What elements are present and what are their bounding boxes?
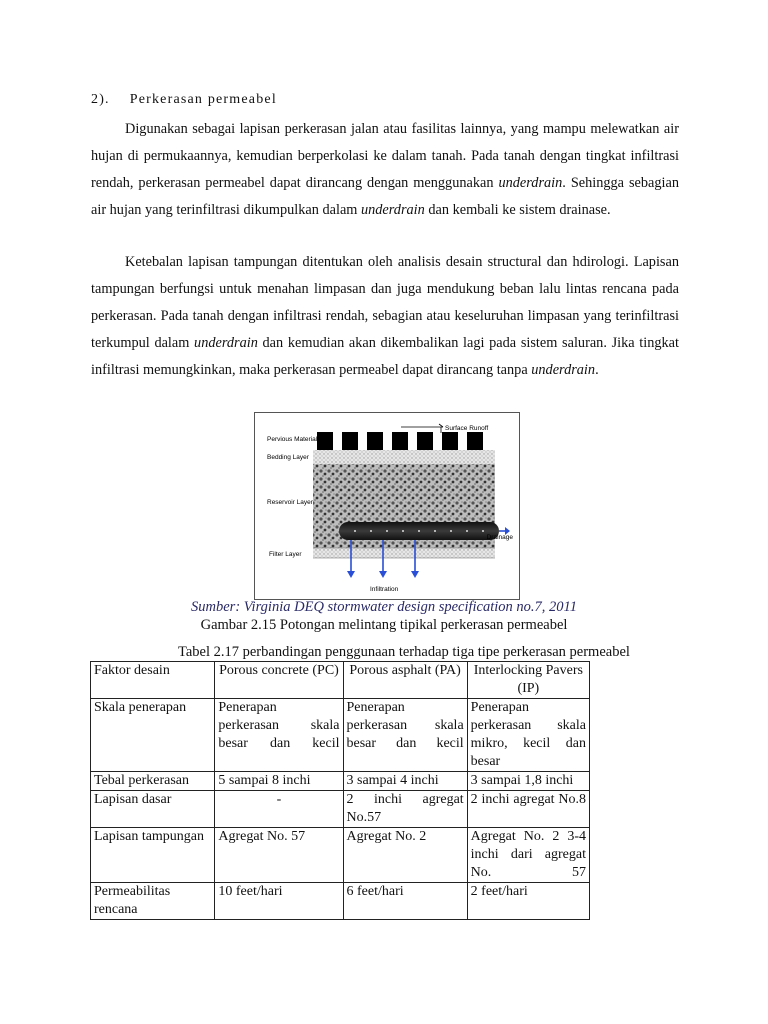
table-cell: Agregat No. 2 — [343, 828, 467, 883]
comparison-table — [90, 661, 590, 920]
table-cell: Lapisan dasar — [91, 791, 215, 828]
figure-caption: Gambar 2.15 Potongan melintang tipikal perkerasan permeabel — [200, 617, 568, 633]
table-cell: 2 inchi agregat No.8 — [467, 791, 589, 828]
cross-section-diagram — [255, 413, 519, 599]
paragraph-1-text-c: dan kembali ke sistem drainase. — [424, 202, 611, 218]
bedding-layer — [313, 450, 495, 464]
pervious-blocks — [317, 432, 483, 450]
paragraph-2-underdrain-a: underdrain — [194, 335, 258, 351]
table-cell: 3 sampai 1,8 inchi — [467, 772, 589, 791]
table-cell: Agregat No. 2 3-4 inchi dari agregat No. 57 — [467, 828, 589, 883]
table-cell: 3 sampai 4 inchi — [343, 772, 467, 791]
table-row — [91, 772, 590, 791]
paragraph-1 — [91, 116, 679, 224]
table-cell: - — [215, 791, 343, 828]
table-header-cell: Porous asphalt (PA) — [343, 662, 467, 699]
surface-runoff-arrow — [401, 424, 443, 433]
label-surface-runoff: Surface Runoff — [445, 425, 489, 432]
label-infiltration: Infiltration — [370, 586, 399, 593]
section-title: Perkerasan permeabel — [129, 92, 277, 107]
table-cell: Tebal perkerasan — [91, 772, 215, 791]
label-bedding-layer: Bedding Layer — [267, 454, 309, 461]
paragraph-2-text-a: Ketebalan lapisan tampungan ditentukan oleh analisis desain structural dan hdirologi. Lapisan tampungan berfungsi untuk menahan limpasan dan juga mendukung beban lalu lintas rencana pada perkerasan. Pada tanah dengan infiltrasi rendah, sebagian atau keseluruhan limpasan yang terinfiltrasi terkumpul dalam — [91, 254, 679, 351]
paragraph-2-text-c: . — [595, 362, 599, 378]
table-cell: 5 sampai 8 inchi — [215, 772, 343, 791]
filter-layer — [313, 548, 495, 558]
label-reservoir-layer: Reservoir Layer — [267, 499, 313, 506]
table-cell: Penerapan perkerasan skala besar dan kecil — [215, 699, 343, 772]
table-cell: Penerapan perkerasan skala mikro, kecil dan besar — [467, 699, 589, 772]
paragraph-1-text-a: Digunakan sebagai lapisan perkerasan jalan atau fasilitas lainnya, yang mampu melewatkan air hujan di permukaannya, kemudian berperkolasi ke dalam tanah. Pada tanah dengan tingkat infiltrasi rendah, perkerasan permeabel dapat dirancang dengan menggunakan — [91, 121, 679, 191]
table-row — [91, 828, 590, 883]
cross-section-figure — [254, 412, 520, 600]
table-row — [91, 791, 590, 828]
section-number: 2). — [91, 92, 110, 107]
table-cell: Agregat No. 57 — [215, 828, 343, 883]
table-cell: Permeabilitas rencana — [91, 883, 215, 920]
paragraph-2-text-b: dan kemudian akan dikembalikan lagi pada sistem saluran. Jika tingkat infiltrasi memungkinkan, maka perkerasan permeabel dapat dirancang tanpa — [91, 335, 679, 378]
figure-source-caption: Sumber: Virginia DEQ stormwater design specification no.7, 2011 — [191, 599, 577, 615]
table-cell: 2 feet/hari — [467, 883, 589, 920]
paragraph-1-text-b: . Sehingga sebagian air hujan yang terinfiltrasi dikumpulkan dalam — [91, 175, 680, 218]
label-pervious-material: Pervious Material — [267, 436, 318, 443]
table-row — [91, 883, 590, 920]
table-cell: 10 feet/hari — [215, 883, 343, 920]
paragraph-2 — [91, 249, 679, 384]
table-cell: Skala penerapan — [91, 699, 215, 772]
table-row — [91, 699, 590, 772]
section-heading — [91, 92, 277, 108]
table-cell: 2 inchi agregat No.57 — [343, 791, 467, 828]
table-cell: Penerapan perkerasan skala besar dan kecil — [343, 699, 467, 772]
table-header-cell: Faktor desain — [91, 662, 215, 699]
table-cell: Lapisan tampungan — [91, 828, 215, 883]
table-header-row — [91, 662, 590, 699]
paragraph-1-underdrain-a: underdrain — [498, 175, 563, 191]
label-filter-layer: Filter Layer — [269, 551, 302, 558]
paragraph-1-underdrain-b: underdrain — [360, 202, 425, 218]
label-drainage: Drainage — [486, 534, 513, 541]
table-caption: Tabel 2.17 perbandingan penggunaan terhadap tiga tipe perkerasan permeabel — [178, 644, 630, 660]
table-header-cell: Interlocking Pavers (IP) — [467, 662, 589, 699]
table-header-cell: Porous concrete (PC) — [215, 662, 343, 699]
paragraph-2-underdrain-b: underdrain — [531, 362, 596, 378]
table-cell: 6 feet/hari — [343, 883, 467, 920]
